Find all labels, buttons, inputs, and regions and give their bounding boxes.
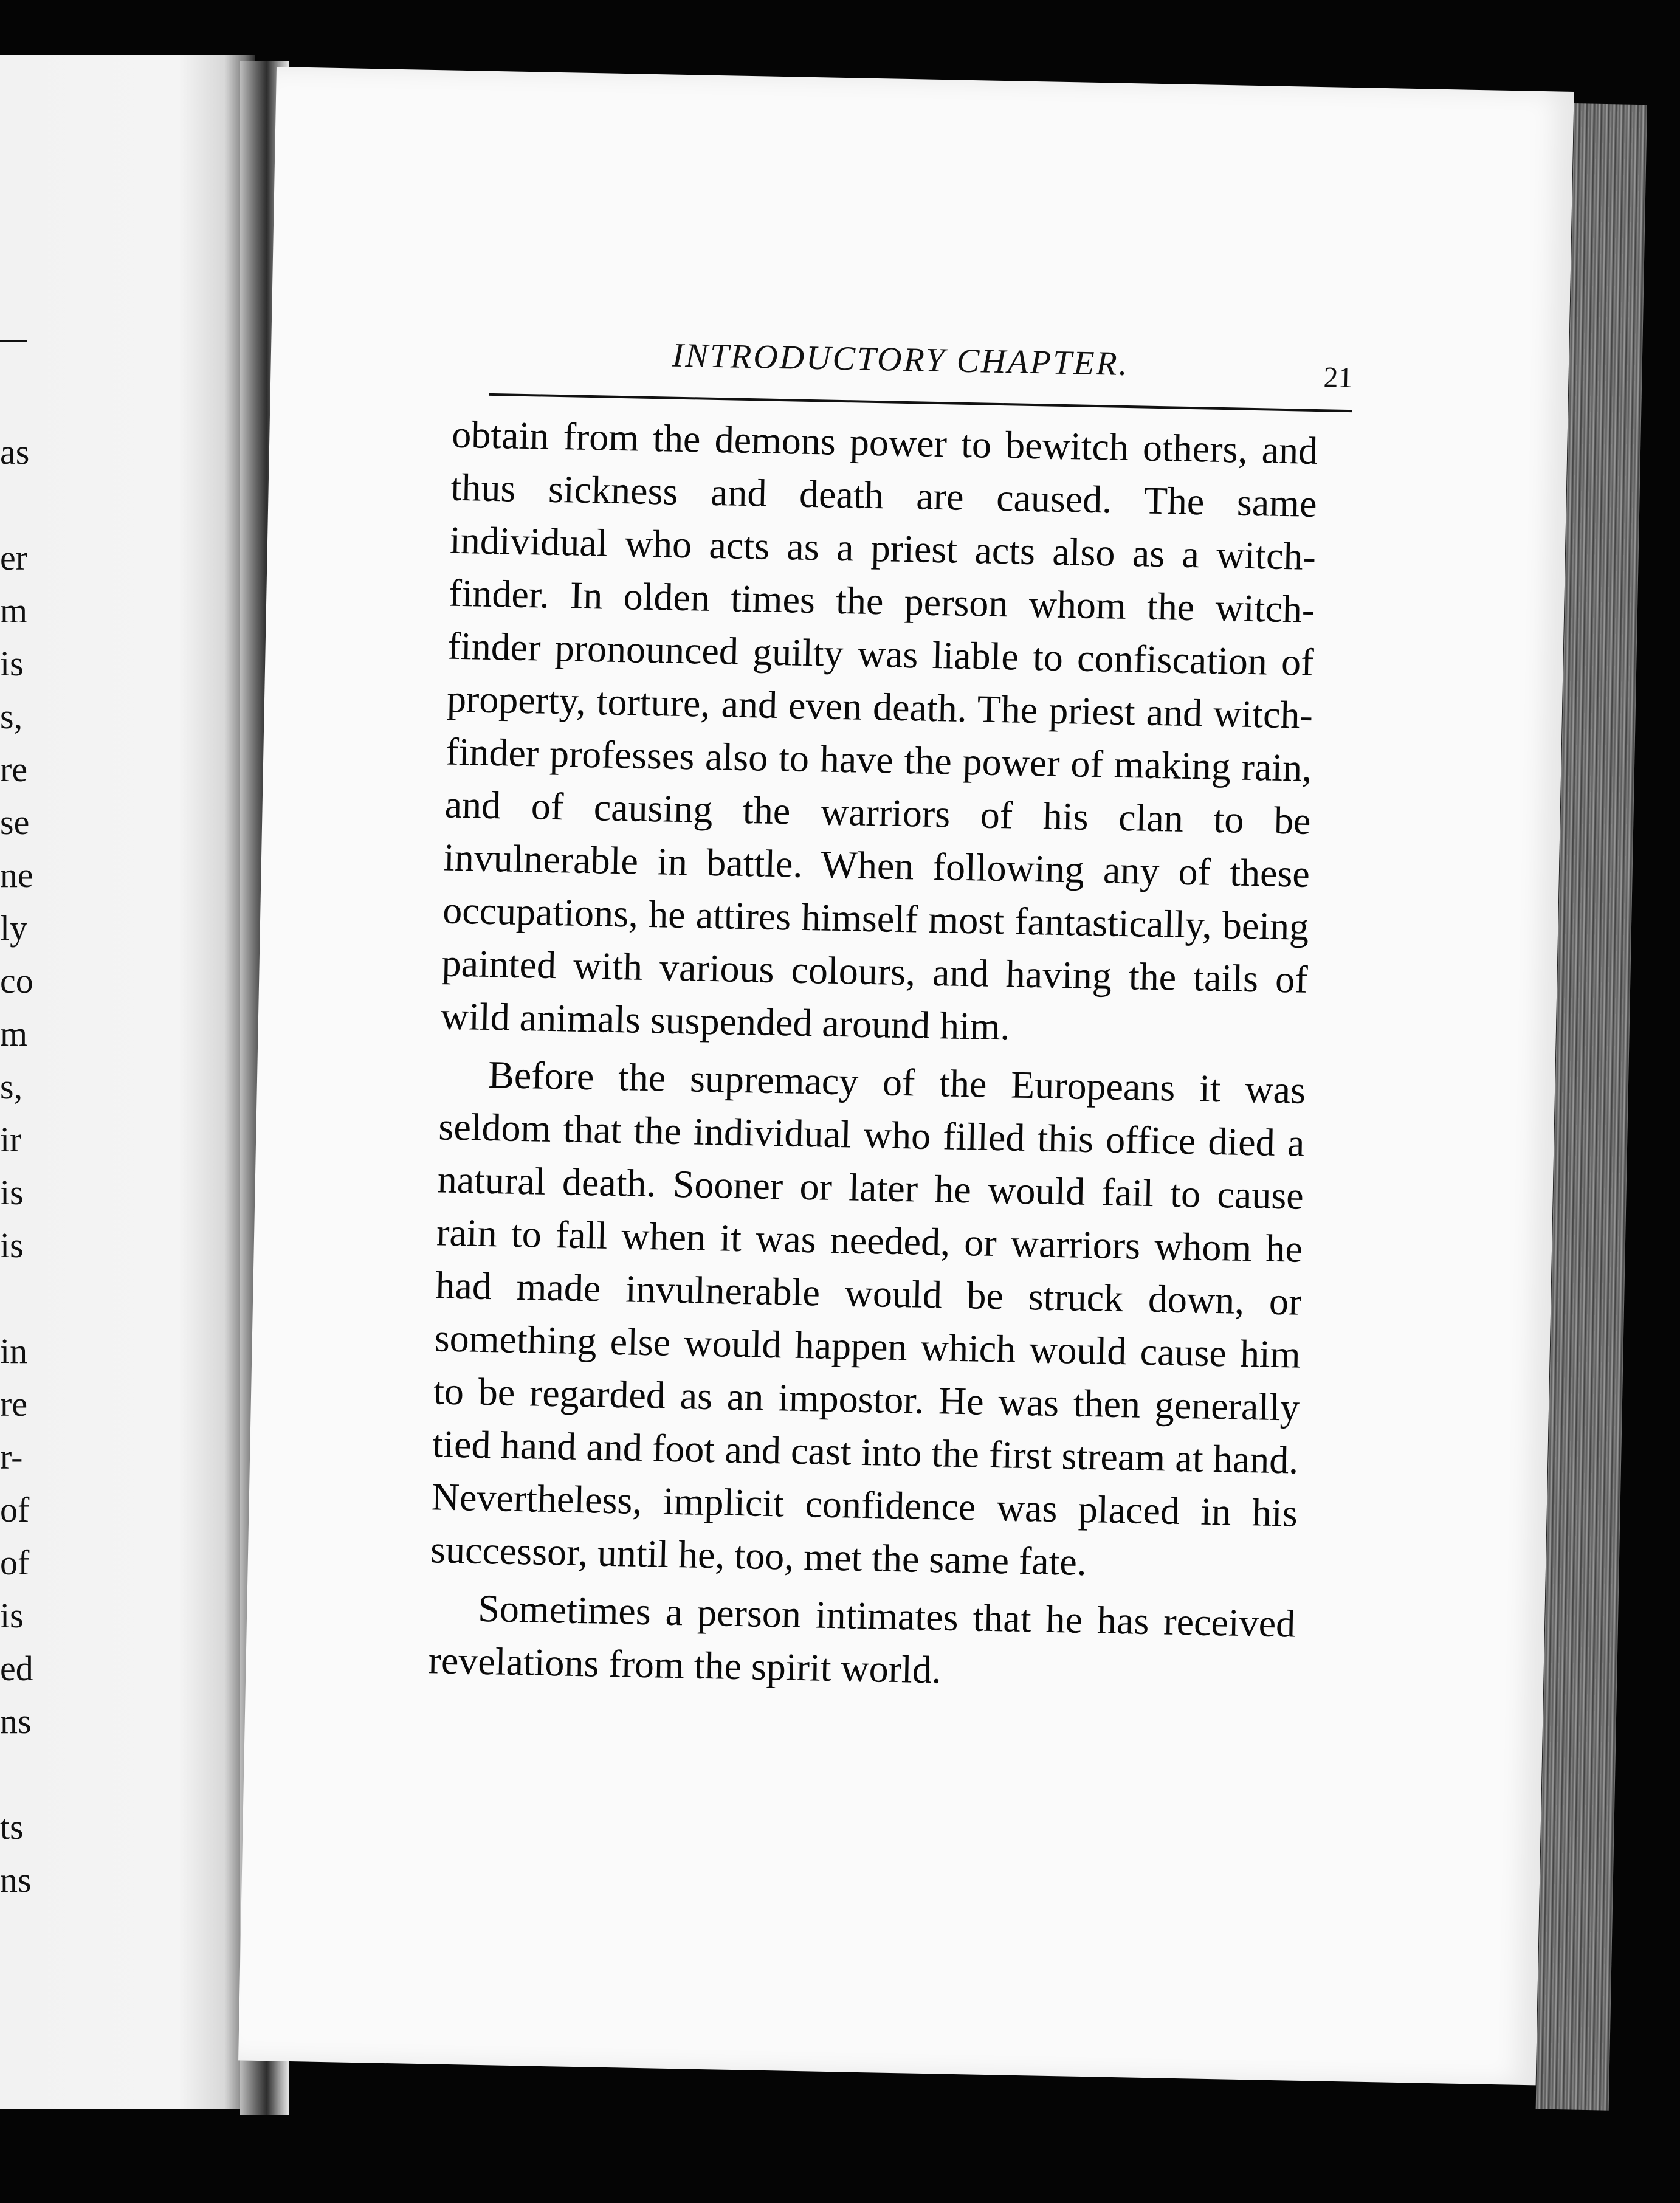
paragraph: Sometimes a person intimates that he has received revelations from the spirit world.: [428, 1586, 1296, 1692]
fragment-line: of: [0, 1543, 30, 1582]
fragment-line: ed: [0, 1649, 33, 1688]
previous-page-rule: [0, 340, 27, 342]
running-title: INTRODUCTORY CHAPTER.: [672, 336, 1130, 384]
previous-page: [0, 55, 255, 2109]
paragraph: Before the supremacy of the Europeans it was seldom that the individual who filled this office died a natural death. Sooner or later he would fail to cause rain to fall when it was needed, or warriors whom he had made invulnerable would be struck down, or something else would happen which would cause him to be regarded as an impostor. He was then generally tied hand and foot and cast into the first stream at hand. Nevertheless, implicit confidence was placed in his successor, until he, too, met the same fate.: [430, 1052, 1306, 1584]
fragment-line: co: [0, 961, 33, 1001]
book-page: [238, 67, 1574, 2085]
fragment-line: is: [0, 1226, 24, 1265]
fragment-line: m: [0, 1014, 28, 1053]
fragment-line: ts: [0, 1807, 24, 1847]
fragment-line: as: [0, 432, 30, 472]
fragment-line: [0, 1272, 36, 1325]
fragment-line: ly: [0, 908, 28, 948]
fragment-line: r-: [0, 1437, 23, 1477]
page-number: 21: [1323, 361, 1354, 395]
fragment-line: [0, 478, 36, 531]
fragment-line: is: [0, 1173, 24, 1212]
fragment-line: ns: [0, 1701, 32, 1741]
fragment-line: m: [0, 591, 28, 630]
fragment-line: of: [0, 1490, 30, 1529]
fragment-line: ne: [0, 855, 33, 895]
previous-page-text-fragments: [0, 426, 36, 1906]
fragment-line: in: [0, 1331, 28, 1371]
fragment-line: [0, 1748, 36, 1801]
fragment-line: is: [0, 644, 24, 683]
fragment-line: re: [0, 750, 28, 789]
body-text: [428, 408, 1318, 1703]
fragment-line: se: [0, 802, 30, 842]
paragraph: obtain from the demons power to bewitch others, and thus sickness and death are caused. The same individual who acts as a priest acts also as a witch-finder. In olden times the person whom the witch-finder pronounced guilty was liable to confiscation of property, torture, and even death. The priest and witch-finder professes also to have the power of making rain, and of causing the warriors of his clan to be invulnerable in battle. When following any of these occupations, he attires himself most fantastically, being painted with various colours, and having the tails of wild animals suspended around him.: [440, 412, 1318, 1049]
fragment-line: is: [0, 1596, 24, 1635]
fragment-line: re: [0, 1384, 28, 1424]
fragment-line: ns: [0, 1860, 32, 1900]
fragment-line: ir: [0, 1120, 22, 1159]
fragment-line: s,: [0, 1067, 23, 1106]
running-header: [489, 333, 1354, 416]
fragment-line: er: [0, 538, 28, 577]
header-rule: [489, 393, 1352, 412]
fragment-line: s,: [0, 697, 23, 736]
